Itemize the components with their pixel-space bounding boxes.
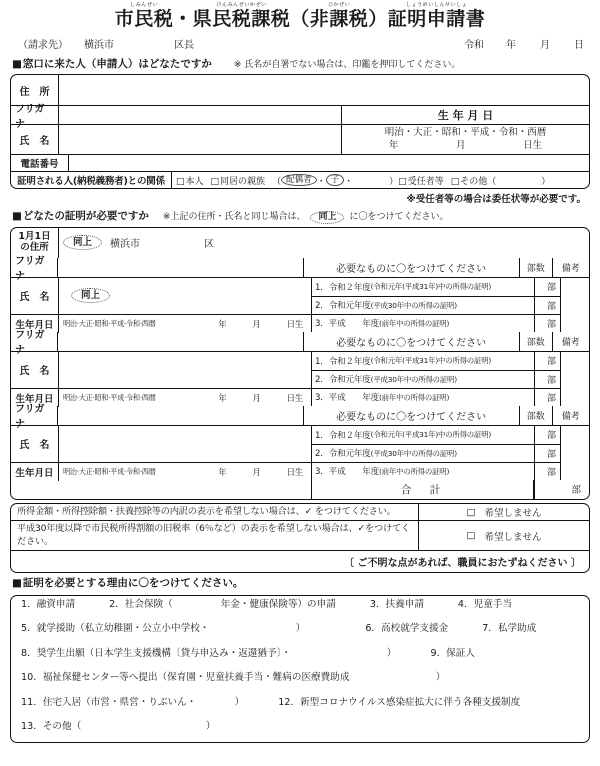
date-era: 令和 <box>464 40 484 51</box>
certificate-option-1[interactable] <box>312 352 534 370</box>
checkbox-icon[interactable]: □ <box>466 530 476 542</box>
reason-number: 10． <box>21 672 43 684</box>
option-number: 2． <box>315 301 329 312</box>
date-year-label: 年 <box>506 40 516 51</box>
reason-line <box>11 596 589 620</box>
option-number: 2． <box>315 449 329 460</box>
reason-label: 新型コロナウイルス感染症拡大に伴う各種支援制度 <box>300 696 521 708</box>
applicant-name-input[interactable] <box>58 125 341 154</box>
option-sub: (平成30年中の所得の証明) <box>370 374 457 384</box>
reason-number: 8． <box>21 647 37 659</box>
reason-number: 11． <box>21 696 43 708</box>
reason-label: その他（ ） <box>42 721 216 733</box>
person-birth-input[interactable] <box>58 463 311 481</box>
title-ruby-reading-6: しょうめいしんせいしょ <box>405 2 468 8</box>
header-addressee-line <box>10 33 590 54</box>
person-era-options: 明治·大正·昭和·平成·令和·西暦 年 月 日生 <box>63 392 307 404</box>
section1-heading <box>10 54 590 74</box>
applicant-year-label: 年 <box>388 139 399 151</box>
person-birth-row <box>11 462 311 481</box>
copies-input-3[interactable]: 部 <box>535 388 560 406</box>
page-title <box>10 0 590 33</box>
person-month-label: 月 <box>252 393 261 404</box>
certificate-option-list <box>311 352 534 406</box>
person-name-input[interactable] <box>58 426 311 462</box>
person-birth-label: 生年月日 <box>15 319 54 331</box>
option-main: 令和２年度 <box>328 356 371 367</box>
applicant-name-label: 氏 名 <box>19 136 50 147</box>
relation-checkbox-0[interactable] <box>176 174 204 187</box>
jan1-address-label-line2: の住所 <box>20 241 49 253</box>
person-birth-input[interactable] <box>58 315 311 333</box>
applicant-furigana-input[interactable] <box>58 106 341 124</box>
person-name-row <box>11 426 311 462</box>
section1-title: 窓口に来た人（申請人）はどなたですか <box>22 58 212 70</box>
option-number: 3． <box>315 319 329 330</box>
jan1-city: 横浜市 <box>110 239 141 251</box>
remarks-header: 備考 <box>552 406 589 425</box>
reason-number: 6． <box>365 623 382 635</box>
reason-label: 児童手当 <box>473 599 512 611</box>
option-number: 2． <box>315 375 329 386</box>
applicant-tel-row <box>11 154 589 171</box>
applicant-address-label: 住 所 <box>19 86 50 98</box>
reason-line <box>11 620 589 644</box>
option-main: 令和元年度 <box>328 449 371 460</box>
option-sub: (平成30年中の所得の証明) <box>370 300 457 310</box>
reason-line <box>11 645 589 669</box>
relation-text-7 <box>353 174 389 187</box>
reason-label: 融資申請 <box>36 599 76 611</box>
certificate-option-3[interactable] <box>312 388 534 406</box>
page-title-text <box>115 3 486 30</box>
relation-checkbox-label-9: 受任者等 <box>407 176 444 187</box>
preference-checkbox-group[interactable] <box>418 521 589 550</box>
person-birth-input[interactable] <box>58 389 311 407</box>
inquiry-footer: 〔 ご不明な点があれば、職員におたずねください 〕 <box>11 550 589 572</box>
addressee-ward-chief: 区長 <box>174 40 194 51</box>
option-number: 1． <box>315 356 329 367</box>
person-same-as-above-ellipse[interactable]: 同上 <box>71 288 110 303</box>
section2-heading <box>10 206 590 227</box>
option-number: 1． <box>315 430 329 441</box>
remarks-cell[interactable] <box>560 278 589 332</box>
person-name-row <box>11 278 311 314</box>
reason-line <box>11 669 589 693</box>
section1-mark: ■ <box>12 58 22 70</box>
section2-mark: ■ <box>12 210 22 222</box>
person-furigana-row <box>11 256 589 283</box>
person-year-label: 年 <box>218 467 227 478</box>
person-birth-row <box>11 388 311 407</box>
person-furigana-label: フリガナ <box>15 330 45 357</box>
relation-text-2: （ <box>272 176 282 187</box>
preference-checkbox-group[interactable] <box>418 504 589 520</box>
copies-input-2[interactable]: 部 <box>535 444 560 462</box>
display-preference-rows <box>11 504 589 550</box>
reason-label: 私学助成 <box>497 623 537 635</box>
certificate-option-2[interactable] <box>312 370 534 388</box>
reason-number: 9． <box>430 647 447 659</box>
certificate-option-list <box>311 426 534 480</box>
reason-list-box <box>10 595 590 743</box>
checkbox-icon: □ <box>398 176 407 187</box>
title-ruby-reading-0: しみんぜい <box>129 2 158 8</box>
remarks-cell[interactable] <box>560 352 589 406</box>
person-day-label: 日生 <box>286 319 303 330</box>
display-preference-box <box>10 503 590 573</box>
person-name-birth-row <box>11 425 589 480</box>
option-sub: (令和元年(平成31年)中の所得の証明) <box>370 356 492 366</box>
title-ruby-reading-4: ひかぜい <box>327 2 351 8</box>
person-furigana-input[interactable] <box>57 332 303 351</box>
person-name-row <box>11 352 311 388</box>
person-birth-row <box>11 314 311 333</box>
certificate-option-3[interactable] <box>312 462 534 480</box>
option-header: 必要なものに〇をつけてください <box>303 332 519 351</box>
section3-mark: ■ <box>12 577 22 590</box>
reason-label: 保証人 <box>446 647 475 659</box>
person-furigana-input[interactable] <box>57 258 303 277</box>
reason-lines-container <box>11 596 589 742</box>
copies-header: 部数 <box>519 406 552 425</box>
person-name-label: 氏 名 <box>19 292 50 304</box>
checkbox-icon[interactable]: □ <box>466 506 476 518</box>
addressee-label: （請求先） <box>18 40 68 51</box>
reason-option-12[interactable] <box>278 694 520 708</box>
applicant-day-label: 日生 <box>523 139 543 151</box>
proxy-warning: ※受任者等の場合は委任状等が必要です。 <box>406 194 586 205</box>
person-name-input[interactable] <box>58 352 311 388</box>
reason-option-4[interactable] <box>458 596 512 610</box>
reason-option-1[interactable] <box>21 596 75 610</box>
person-day-label: 日生 <box>286 467 303 478</box>
certificate-option-1[interactable] <box>312 278 534 296</box>
remarks-header: 備考 <box>552 332 589 351</box>
reason-number: 7． <box>482 623 498 635</box>
total-blank-cell <box>11 480 312 499</box>
title-plain-segment-3: （ <box>290 8 310 30</box>
reason-number: 4． <box>457 599 474 611</box>
section3-heading <box>10 573 590 593</box>
person-birth-label: 生年月日 <box>15 393 54 405</box>
preference-text: 平成30年度以降で市民税所得割額の旧税率（6％など）の表示を希望しない場合は、✓をつけてください。 <box>17 523 410 547</box>
total-row <box>11 480 589 499</box>
title-ruby-base-2: 県民税課税 <box>192 8 291 30</box>
section2-note-prefix: ※上記の住所・氏名と同じ場合は、 <box>162 212 306 222</box>
date-day-label: 日 <box>574 40 584 51</box>
title-plain-segment-5: ） <box>368 8 388 30</box>
person-era-options: 明治·大正·昭和·平成·令和·西暦 年 月 日生 <box>63 318 307 330</box>
reason-number: 5． <box>21 623 37 635</box>
person-year-label: 年 <box>218 319 227 330</box>
person-left-column <box>11 352 311 406</box>
reason-option-6[interactable] <box>365 620 448 634</box>
person-day-label: 日生 <box>286 393 303 404</box>
person-year-label: 年 <box>218 393 227 404</box>
reason-label: 社会保険（ 年金・健康保険等）の申請 <box>124 599 336 611</box>
title-ruby-base-6: 証明申請書 <box>387 8 486 30</box>
certificate-option-list <box>311 278 534 332</box>
person-era-options: 明治·大正·昭和·平成·令和·西暦 年 月 日生 <box>63 466 307 478</box>
checkbox-icon: □ <box>176 176 185 187</box>
certificate-request-table <box>10 227 590 500</box>
person-furigana-label: フリガナ <box>15 256 45 283</box>
total-copies-value[interactable]: 部 <box>534 480 589 499</box>
person-month-label: 月 <box>252 467 261 478</box>
relation-options-group[interactable] <box>171 172 589 188</box>
option-main: 平成 年度 <box>328 319 380 330</box>
person-furigana-row <box>11 404 589 431</box>
applicant-tel-label: 電話番号 <box>20 159 59 170</box>
person-block <box>11 258 589 332</box>
person-name-birth-row <box>11 351 589 406</box>
option-header: 必要なものに〇をつけてください <box>303 406 519 425</box>
relation-checkbox-label-10: その他（ ） <box>460 176 551 187</box>
person-left-column <box>11 426 311 480</box>
title-ruby-segment-0 <box>115 3 174 30</box>
applicant-era-options: 明治・大正・昭和・平成・令和・西暦 <box>384 126 547 138</box>
jan1-address-label-line1: 1月1日 <box>18 231 51 243</box>
reason-number: 1． <box>21 599 37 611</box>
applicant-furigana-row <box>11 104 589 130</box>
option-sub: (平成30年中の所得の証明) <box>370 448 457 458</box>
relation-label: 証明される人(納税義務者)との関係 <box>17 176 165 187</box>
relation-checkbox-10[interactable] <box>451 174 551 187</box>
copies-input-2[interactable]: 部 <box>535 296 560 314</box>
checkbox-icon: □ <box>450 176 460 187</box>
person-name-label: 氏 名 <box>19 440 50 452</box>
reason-label: 福祉保健センター等へ提出（保育園・児童扶養手当・難病の医療費助成 ） <box>42 672 446 684</box>
person-ymd-labels <box>218 392 307 404</box>
option-sub: (令和元年(平成31年)中の所得の証明) <box>370 282 492 292</box>
option-main: 令和２年度 <box>328 282 371 293</box>
copies-input-1[interactable]: 部 <box>547 431 557 442</box>
reason-label: 住宅入居（市営・県営・りぶいん・ ） <box>42 696 245 708</box>
reason-number: 13． <box>21 721 43 733</box>
total-label: 合 計 <box>312 480 534 499</box>
reason-option-5[interactable] <box>21 620 305 634</box>
jan1-address-row <box>11 228 589 258</box>
display-preference-row <box>11 520 589 550</box>
reason-option-8[interactable] <box>21 645 396 659</box>
preference-checkbox-label: 希望しません <box>484 531 542 543</box>
certificate-option-2[interactable] <box>312 296 534 314</box>
date-month-label: 月 <box>540 40 550 51</box>
section2-title: どなたの証明が必要ですか <box>22 210 149 222</box>
option-sub: (前年中の所得の証明) <box>379 318 450 328</box>
reason-label: 奨学生出願（日本学生支援機構〔貸与申込み・返還猶予〕・ ） <box>36 647 397 659</box>
option-main: 令和元年度 <box>328 301 371 312</box>
jan1-ward: 区 <box>204 239 215 251</box>
person-furigana-label: フリガナ <box>15 404 45 431</box>
applicant-tel-input[interactable] <box>68 155 589 171</box>
person-furigana-row <box>11 330 589 357</box>
section3-title: 証明を必要とする理由に〇をつけてください。 <box>22 577 244 590</box>
person-furigana-input[interactable] <box>57 406 303 425</box>
applicant-relation-row <box>11 171 589 188</box>
title-ruby-segment-2 <box>193 3 291 30</box>
reason-option-9[interactable] <box>430 645 474 659</box>
person-block <box>11 406 589 480</box>
applicant-furigana-label: フリガナ <box>15 104 45 130</box>
display-preference-row <box>11 504 589 520</box>
reason-option-11[interactable] <box>21 694 244 708</box>
section1-note: ※ 氏名が自署でない場合は、印鑑を押印してください。 <box>233 60 461 70</box>
relation-checkbox-label-0: 本人 <box>185 176 204 187</box>
preference-checkbox-label: 希望しません <box>484 508 542 519</box>
jan1-address-input[interactable] <box>58 228 589 258</box>
copies-input-3[interactable]: 部 <box>535 462 560 480</box>
option-main: 令和２年度 <box>328 430 371 441</box>
person-ymd-labels <box>218 318 307 330</box>
title-ruby-segment-4 <box>310 3 369 30</box>
applicant-info-table <box>10 74 590 189</box>
section2-note-suffix: に〇をつけてください。 <box>349 212 449 222</box>
reason-option-2[interactable] <box>109 596 336 610</box>
reason-label: 高校就学支援金 <box>381 623 449 635</box>
person-block <box>11 332 589 406</box>
reason-option-7[interactable] <box>482 620 536 634</box>
person-birth-label: 生年月日 <box>15 467 54 479</box>
relation-checkbox-9[interactable] <box>398 174 444 187</box>
relation-text-4: ・ <box>316 176 326 187</box>
preference-text: 所得金額・所得控除額・扶養控除等の内訳の表示を希望しない場合は、✓ をつけてください。 <box>17 505 396 517</box>
person-name-input[interactable] <box>58 278 311 314</box>
copies-input-3[interactable]: 部 <box>535 314 560 332</box>
person-ymd-labels <box>218 466 307 478</box>
reason-label: 扶養申請 <box>385 599 424 611</box>
option-number: 3． <box>315 467 329 478</box>
reason-number: 2． <box>109 599 125 611</box>
relation-ellipse-option-5[interactable]: 子 <box>326 174 345 187</box>
reason-option-13[interactable] <box>21 718 216 732</box>
applicant-address-row <box>11 75 589 105</box>
person-blocks-container <box>11 258 589 480</box>
title-ruby-base-4: 非課税 <box>309 8 369 30</box>
copies-input-1[interactable]: 部 <box>547 283 557 294</box>
certificate-option-1[interactable] <box>312 426 534 444</box>
copies-column <box>534 426 560 480</box>
remarks-header: 備考 <box>552 258 589 277</box>
copies-header: 部数 <box>519 332 552 351</box>
reason-option-3[interactable] <box>370 596 424 610</box>
jan1-same-as-above-ellipse[interactable]: 同上 <box>63 235 102 250</box>
reason-label: 就学援助（私立幼稚園・公立小中学校・ ） <box>36 623 306 635</box>
section2-note-ellipse: 同上 <box>310 211 344 224</box>
applicant-month-label: 月 <box>455 139 466 151</box>
applicant-birthdate-input[interactable] <box>341 125 589 154</box>
reason-line <box>11 718 589 742</box>
certificate-option-3[interactable] <box>312 314 534 332</box>
reason-number: 3． <box>369 599 386 611</box>
relation-checkbox-label-1: 同居の親族 <box>220 176 266 187</box>
copies-input-2[interactable]: 部 <box>535 370 560 388</box>
addressee-city: 横浜市 <box>84 40 114 51</box>
person-month-label: 月 <box>252 319 261 330</box>
title-ruby-base-0: 市民税 <box>114 8 174 30</box>
title-plain-segment-1: ・ <box>173 8 193 30</box>
copies-header: 部数 <box>519 258 552 277</box>
title-ruby-segment-6 <box>388 3 486 30</box>
copies-column <box>534 352 560 406</box>
applicant-birthdate-header: 生 年 月 日 <box>341 106 589 124</box>
relation-text-8: ） <box>389 176 399 187</box>
person-name-birth-row <box>11 277 589 332</box>
option-main: 平成 年度 <box>328 467 380 478</box>
copies-column <box>534 278 560 332</box>
reason-option-10[interactable] <box>21 669 445 683</box>
person-left-column <box>11 278 311 332</box>
relation-checkbox-1[interactable] <box>211 174 266 187</box>
reason-line <box>11 694 589 718</box>
title-ruby-reading-2: けんみんぜいかぜい <box>216 2 267 8</box>
remarks-cell[interactable] <box>560 426 589 480</box>
option-sub: (前年中の所得の証明) <box>379 392 450 402</box>
option-number: 3． <box>315 393 329 404</box>
relation-ellipse-option-3[interactable]: 配偶者 <box>281 174 317 187</box>
applicant-address-input[interactable] <box>58 75 589 105</box>
reason-number: 12． <box>278 696 301 708</box>
applicant-name-row <box>11 124 589 154</box>
person-name-label: 氏 名 <box>19 366 50 378</box>
relation-text-6: ・ <box>344 176 354 187</box>
option-header: 必要なものに〇をつけてください <box>303 258 519 277</box>
option-number: 1． <box>315 282 329 293</box>
option-main: 平成 年度 <box>328 393 380 404</box>
option-sub: (令和元年(平成31年)中の所得の証明) <box>370 430 492 440</box>
copies-input-1[interactable]: 部 <box>547 357 557 368</box>
option-sub: (前年中の所得の証明) <box>379 466 450 476</box>
option-main: 令和元年度 <box>328 375 371 386</box>
certificate-option-2[interactable] <box>312 444 534 462</box>
checkbox-icon: □ <box>210 176 220 187</box>
